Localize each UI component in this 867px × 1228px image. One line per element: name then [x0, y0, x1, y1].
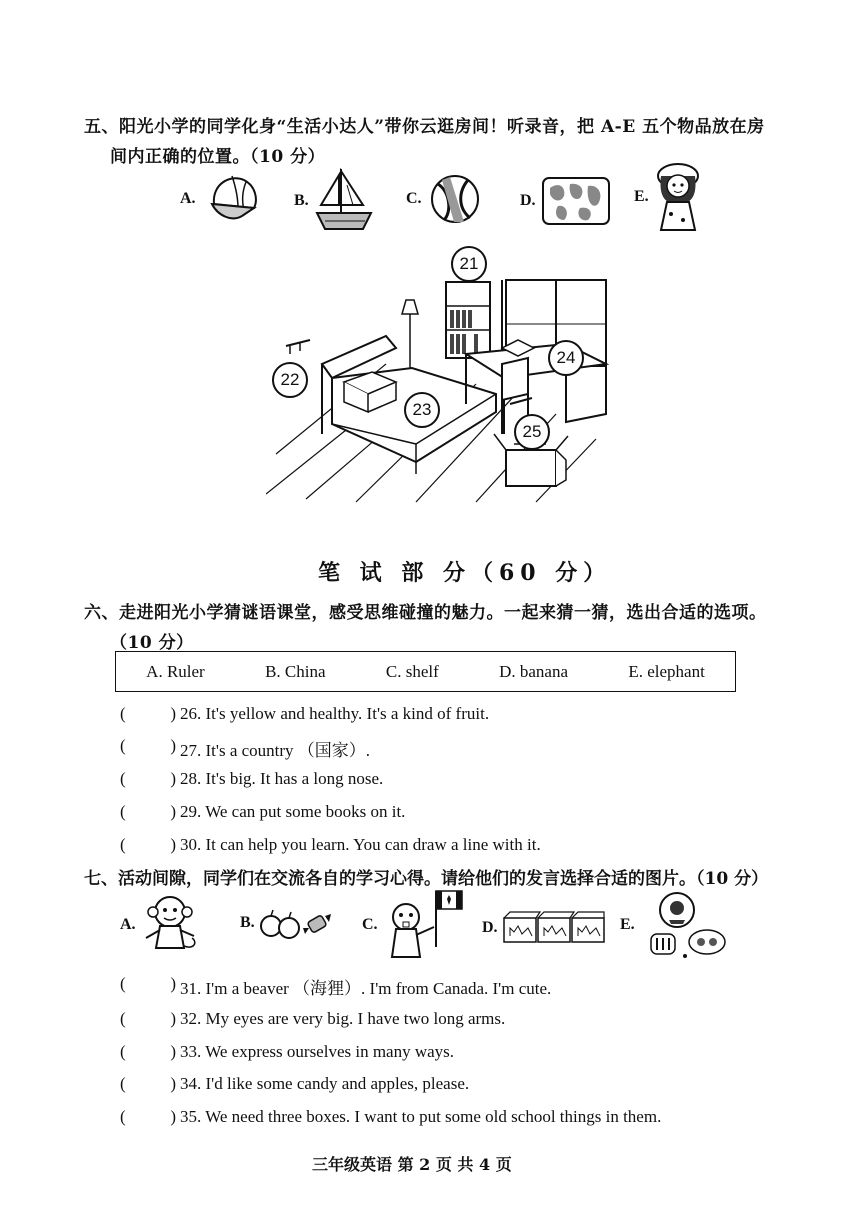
section7-option-d [482, 910, 606, 946]
question-32 [120, 1009, 505, 1029]
section5-option-a [180, 170, 262, 228]
question-26 [120, 704, 489, 724]
question-28 [120, 769, 383, 789]
monkey-icon [140, 892, 202, 958]
word-option-a: A. Ruler [146, 661, 205, 681]
answer-paren-close: ) [170, 1074, 176, 1093]
section5-option-c [406, 172, 482, 226]
section5-heading-line2: 间内正确的位置。（10 分） [110, 147, 326, 167]
option-label: A. [120, 916, 136, 933]
map-icon [540, 174, 612, 228]
section6-heading-line1: 六、走进阳光小学猜谜语课堂，感受思维碰撞的魅力。一起来猜一猜，选出合适的选项。 [84, 603, 767, 623]
section5-option-e [634, 160, 703, 234]
marker-label: 24 [556, 348, 576, 367]
answer-paren-open[interactable]: ( [120, 802, 126, 821]
question-text: 30. It can help you learn. You can draw a line with it. [180, 835, 541, 854]
marker-label: 23 [412, 400, 432, 419]
answer-paren-close: ) [170, 835, 176, 854]
word-bank-box [115, 651, 736, 692]
answer-paren-close: ) [170, 704, 176, 723]
question-29 [120, 802, 405, 822]
answer-paren-open[interactable]: ( [120, 974, 126, 993]
boxes-icon [502, 910, 606, 946]
marker-label: 25 [522, 422, 542, 441]
question-33 [120, 1042, 454, 1062]
section5-option-d [520, 174, 612, 228]
word-option-e: E. elephant [628, 661, 705, 681]
section7-option-e [620, 890, 729, 960]
question-27 [120, 736, 370, 761]
question-text: 34. I'd like some candy and apples, please. [180, 1074, 470, 1093]
answer-paren-close: ) [170, 736, 176, 755]
option-label: C. [362, 916, 378, 933]
marker-label: 22 [280, 370, 300, 389]
section7-option-a [120, 892, 202, 958]
word-option-c: C. shelf [385, 661, 439, 681]
expression-icon [639, 890, 729, 960]
marker-21 [451, 246, 487, 282]
candy-apples-icon [259, 900, 337, 946]
question-text: 27. It's a country （国家）. [180, 741, 371, 760]
answer-paren-close: ) [170, 974, 176, 993]
ship-icon [313, 165, 375, 237]
marker-25 [514, 414, 550, 450]
ball-icon [428, 172, 482, 226]
answer-paren-open[interactable]: ( [120, 1074, 126, 1093]
marker-label: 21 [459, 254, 479, 273]
beaver-flag-icon [382, 887, 464, 963]
question-text: 29. We can put some books on it. [180, 802, 406, 821]
option-label: D. [482, 919, 498, 936]
section6-heading-line2: （10 分） [110, 633, 194, 653]
question-text: 26. It's yellow and healthy. It's a kind of fruit. [180, 704, 490, 723]
answer-paren-open[interactable]: ( [120, 1009, 126, 1028]
page-footer: 三年级英语 第 2 页 共 4 页 [312, 1155, 512, 1174]
answer-paren-open[interactable]: ( [120, 1107, 126, 1126]
option-label: E. [620, 916, 635, 933]
option-label: B. [294, 192, 309, 209]
section7-option-c [362, 887, 464, 963]
option-label: E. [634, 188, 649, 205]
option-label: A. [180, 190, 196, 207]
section7-heading: 七、活动间隙，同学们在交流各自的学习心得。请给他们的发言选择合适的图片。（10 分） [84, 869, 769, 889]
answer-paren-open[interactable]: ( [120, 769, 126, 788]
option-label: B. [240, 914, 255, 931]
section7-option-b [240, 900, 337, 946]
answer-paren-close: ) [170, 769, 176, 788]
answer-paren-open[interactable]: ( [120, 835, 126, 854]
answer-paren-open[interactable]: ( [120, 1042, 126, 1061]
option-label: D. [520, 192, 536, 209]
option-label: C. [406, 190, 422, 207]
answer-paren-open[interactable]: ( [120, 704, 126, 723]
question-text: 32. My eyes are very big. I have two long arms. [180, 1009, 506, 1028]
marker-22 [272, 362, 308, 398]
answer-paren-close: ) [170, 802, 176, 821]
marker-23 [404, 392, 440, 428]
question-34 [120, 1074, 469, 1094]
doll-icon [653, 160, 703, 234]
answer-paren-close: ) [170, 1107, 176, 1126]
answer-paren-open[interactable]: ( [120, 736, 126, 755]
marker-24 [548, 340, 584, 376]
cap-icon [202, 170, 262, 228]
question-31 [120, 974, 551, 999]
written-section-title: 笔 试 部 分（60 分） [318, 560, 612, 586]
question-text: 28. It's big. It has a long nose. [180, 769, 384, 788]
section5-option-b [294, 165, 375, 237]
word-option-b: B. China [265, 661, 326, 681]
question-text: 33. We express ourselves in many ways. [180, 1042, 455, 1061]
question-text: 35. We need three boxes. I want to put some old school things in them. [180, 1107, 662, 1126]
question-35 [120, 1107, 661, 1127]
word-option-d: D. banana [499, 661, 569, 681]
answer-paren-close: ) [170, 1009, 176, 1028]
question-text: 31. I'm a beaver （海狸）. I'm from Canada. I'm cute. [180, 979, 552, 998]
question-30 [120, 835, 541, 855]
answer-paren-close: ) [170, 1042, 176, 1061]
section5-heading-line1: 五、阳光小学的同学化身“生活小达人”带你云逛房间！听录音，把 A-E 五个物品放在房 [84, 117, 765, 137]
